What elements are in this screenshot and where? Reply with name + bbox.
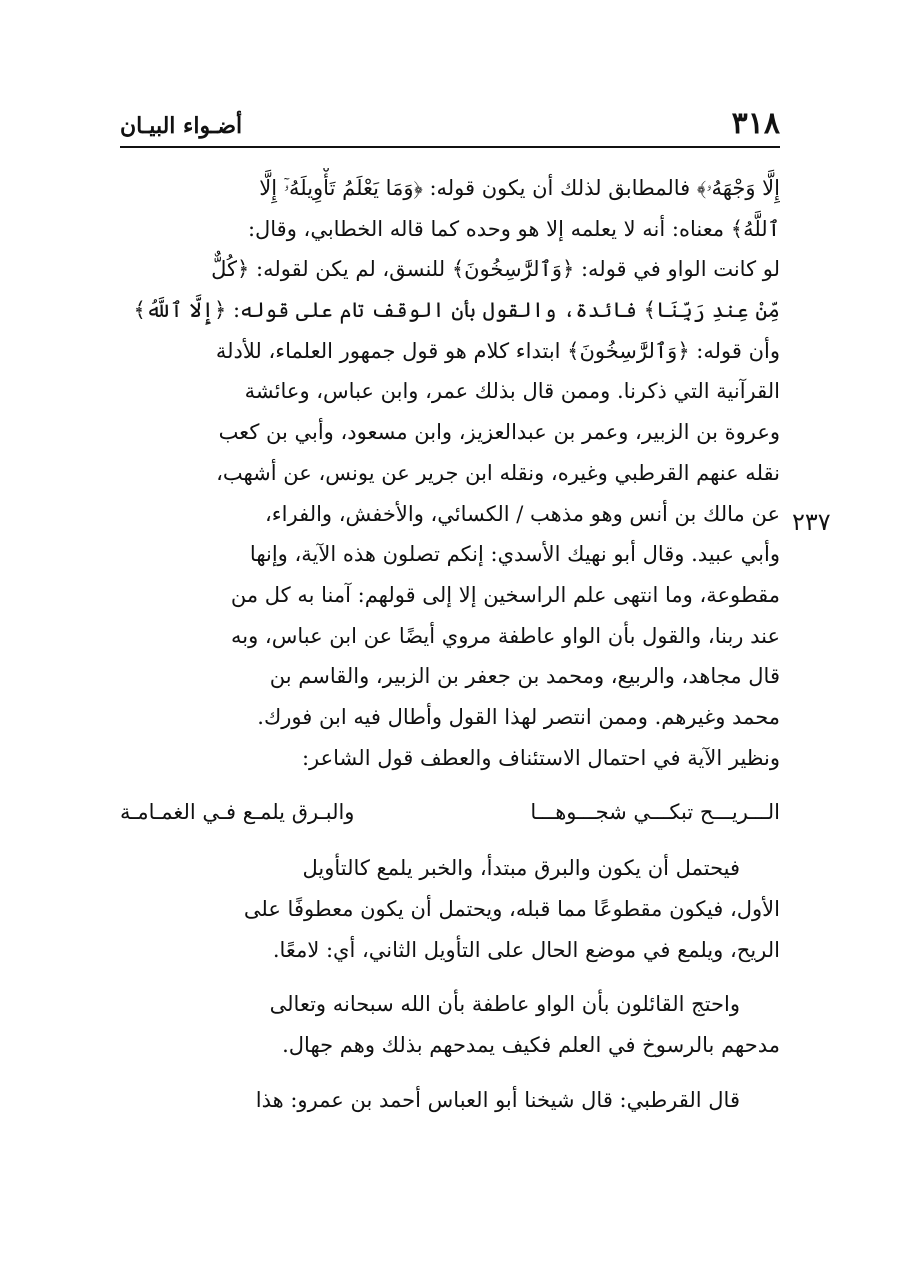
text-line: القرآنية التي ذكرنا. وممن قال بذلك عمر، وابن عباس، وعائشة bbox=[244, 379, 780, 404]
text-line: واحتج القائلون بأن الواو عاطفة بأن الله سبحانه وتعالى bbox=[269, 992, 740, 1017]
page-number: ٣١٨ bbox=[731, 106, 780, 141]
body-text bbox=[120, 168, 780, 1120]
paragraph-4 bbox=[120, 1080, 780, 1121]
text-line: نقله عنهم القرطبي وغيره، ونقله ابن جرير عن يونس، عن أشهب، bbox=[216, 460, 780, 485]
page-header bbox=[120, 100, 780, 144]
header-rule bbox=[120, 146, 780, 148]
text-line: الريح، ويلمع في موضع الحال على التأويل الثاني، أي: لامعًا. bbox=[272, 937, 780, 962]
text-line: عند ربنا، والقول بأن الواو عاطفة مروي أيضًا عن ابن عباس، وبه bbox=[231, 623, 780, 648]
text-line: وأبي عبيد. وقال أبو نهيك الأسدي: إنكم تصلون هذه الآية، وإنها bbox=[249, 542, 780, 567]
text-line: فيحتمل أن يكون والبرق مبتدأ، والخبر يلمع كالتأويل bbox=[302, 856, 740, 881]
text-line: وعروة بن الزبير، وعمر بن عبدالعزيز، وابن مسعود، وأبي بن كعب bbox=[218, 420, 780, 445]
text-line: مقطوعة، وما انتهى علم الراسخين إلا إلى قولهم: آمنا به كل من bbox=[230, 582, 780, 607]
text-line: وأن قوله: ﴿وَٱلرَّٰسِخُونَ﴾ ابتداء كلام هو قول جمهور العلماء، للأدلة bbox=[215, 338, 780, 363]
paragraph-1 bbox=[120, 168, 780, 778]
text-line: إِلَّا وَجْهَهُۥ﴾ فالمطابق لذلك أن يكون قوله: ﴿وَمَا يَعْلَمُ تَأْوِيلَهُۥٓ إِلَّا bbox=[259, 176, 780, 200]
text-line: مِّنْ عِندِ رَبِّنَا﴾ فائدة، والقول بأن الوقف تام على قوله: ﴿إِلَّا ٱللَّهُ﴾ bbox=[133, 298, 780, 323]
paragraph-2 bbox=[120, 848, 780, 970]
text-line: لو كانت الواو في قوله: ﴿وَٱلرَّٰسِخُونَ﴾ للنسق، لم يكن لقوله: ﴿كُلٌّ bbox=[211, 257, 780, 282]
text-line: قال مجاهد، والربيع، ومحمد بن جعفر بن الزبير، والقاسم بن bbox=[269, 664, 780, 689]
text-line: قال القرطبي: قال شيخنا أبو العباس أحمد بن عمرو: هذا bbox=[255, 1087, 740, 1112]
book-title: أضـواء البيـان bbox=[120, 113, 243, 139]
poem-left-hemistich: والبـرق يلمـع فـي الغمـامـة bbox=[120, 800, 355, 825]
paragraph-gap bbox=[120, 970, 780, 984]
text-line: محمد وغيرهم. وممن انتصر لهذا القول وأطال فيه ابن فورك. bbox=[257, 704, 780, 729]
text-line: عن مالك بن أنس وهو مذهب / الكسائي، والأخفش، والفراء، bbox=[265, 501, 780, 526]
paragraph-gap bbox=[120, 1066, 780, 1080]
poem-right-hemistich: الـــريـــح تبكـــي شجـــوهـــا bbox=[530, 800, 780, 825]
paragraph-3 bbox=[120, 984, 780, 1065]
text-line: مدحهم بالرسوخ في العلم فكيف يمدحهم بذلك وهم جهال. bbox=[282, 1033, 780, 1058]
margin-page-reference: ٢٣٧ bbox=[792, 508, 831, 536]
text-line: ٱللَّهُ﴾ معناه: أنه لا يعلمه إلا هو وحده كما قاله الخطابي، وقال: bbox=[247, 216, 780, 241]
poem-verse bbox=[120, 792, 780, 832]
text-line: ونظير الآية في احتمال الاستئناف والعطف قول الشاعر: bbox=[301, 745, 780, 770]
text-line: الأول، فيكون مقطوعًا مما قبله، ويحتمل أن يكون معطوفًا على bbox=[243, 897, 780, 921]
